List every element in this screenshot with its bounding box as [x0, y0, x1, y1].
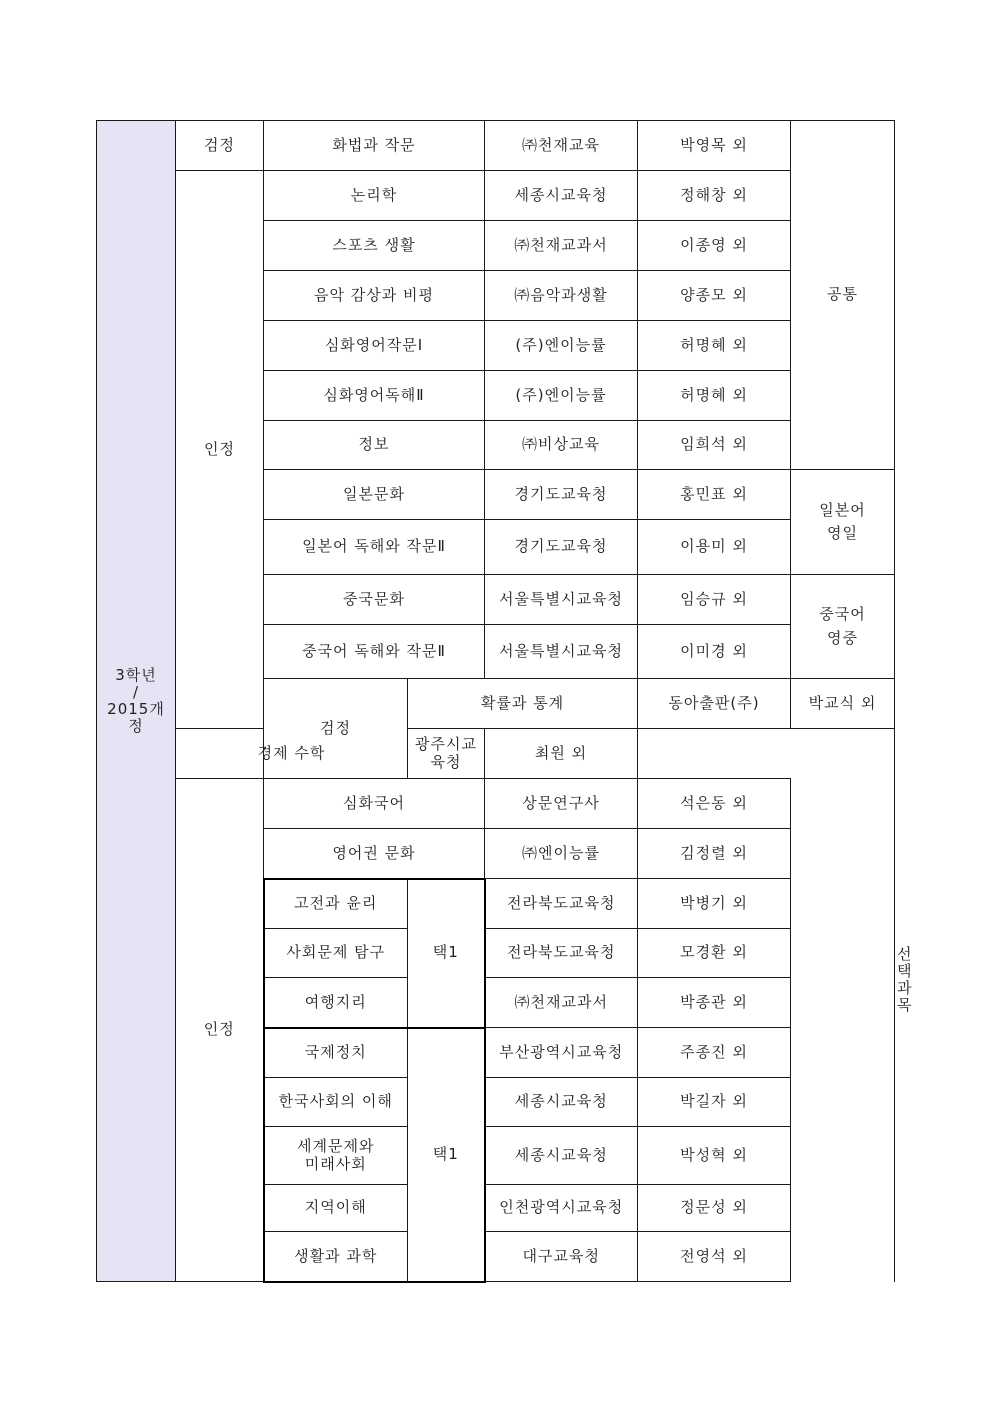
category-line: 일본어	[819, 500, 866, 519]
category-line: 영중	[827, 628, 858, 647]
publisher-cell: ㈜천재교과서	[485, 978, 638, 1028]
type-cell: 인정	[176, 779, 264, 1282]
author-cell: 김정렬 외	[638, 829, 791, 879]
author-cell: 홍민표 외	[638, 470, 791, 520]
grade-cell	[97, 121, 176, 1282]
publisher-cell: (주)엔이능률	[485, 371, 638, 421]
publisher-cell: 인천광역시교육청	[485, 1185, 638, 1232]
subject-cell: 스포츠 생활	[264, 221, 485, 271]
grade-line: 2015개	[107, 700, 165, 718]
subject-cell: 심화국어	[264, 779, 485, 829]
subject-cell	[264, 1127, 408, 1185]
author-cell: 이용미 외	[638, 520, 791, 575]
publisher-cell: ㈜음악과생활	[485, 271, 638, 321]
publisher-cell: 경기도교육청	[485, 470, 638, 520]
subject-cell: 중국어 독해와 작문Ⅱ	[264, 625, 485, 679]
subject-cell: 일본문화	[264, 470, 485, 520]
choice-label-cell: 택1	[408, 1028, 485, 1282]
subject-cell: 심화영어독해Ⅱ	[264, 371, 485, 421]
subject-cell: 일본어 독해와 작문Ⅱ	[264, 520, 485, 575]
author-cell: 정문성 외	[638, 1185, 791, 1232]
author-cell: 박종관 외	[638, 978, 791, 1028]
publisher-cell: 동아출판(주)	[638, 679, 791, 729]
author-cell: 허명혜 외	[638, 371, 791, 421]
publisher-cell: 부산광역시교육청	[485, 1028, 638, 1078]
publisher-cell: 세종시교육청	[485, 171, 638, 221]
table-row: 검정 확률과 통계 동아출판(주) 박교식 외 선택과목	[97, 679, 895, 729]
grade-line: /	[132, 682, 140, 701]
publisher-cell: (주)엔이능률	[485, 321, 638, 371]
author-cell: 허명혜 외	[638, 321, 791, 371]
author-cell: 최원 외	[485, 729, 638, 779]
author-cell: 석은동 외	[638, 779, 791, 829]
subject-cell: 고전과 윤리	[264, 879, 408, 929]
author-cell: 박성혁 외	[638, 1127, 791, 1185]
author-cell: 박교식 외	[791, 679, 895, 729]
author-cell: 모경환 외	[638, 929, 791, 978]
subject-cell: 심화영어작문Ⅰ	[264, 321, 485, 371]
subject-cell: 확률과 통계	[408, 679, 638, 729]
author-cell: 이종영 외	[638, 221, 791, 271]
publisher-cell: ㈜천재교과서	[485, 221, 638, 271]
subject-cell: 생활과 과학	[264, 1232, 408, 1282]
publisher-cell: 대구교육청	[485, 1232, 638, 1282]
author-cell: 정해창 외	[638, 171, 791, 221]
author-cell: 주종진 외	[638, 1028, 791, 1078]
table-row	[97, 729, 895, 779]
table-row	[97, 171, 895, 221]
subject-cell: 국제정치	[264, 1028, 408, 1078]
type-cell: 인정	[176, 171, 264, 729]
publisher-cell: 전라북도교육청	[485, 879, 638, 929]
subject-cell: 정보	[264, 421, 485, 470]
table-row	[97, 121, 895, 171]
publisher-cell: 광주시교육청	[408, 729, 485, 779]
subject-cell: 중국문화	[264, 575, 485, 625]
author-cell: 박병기 외	[638, 879, 791, 929]
textbook-table	[96, 120, 913, 1283]
subject-cell: 지역이해	[264, 1185, 408, 1232]
subject-cell: 화법과 작문	[264, 121, 485, 171]
publisher-cell: 서울특별시교육청	[485, 575, 638, 625]
subject-cell: 음악 감상과 비평	[264, 271, 485, 321]
publisher-cell: 세종시교육청	[485, 1078, 638, 1127]
grade-line: 정	[128, 717, 144, 736]
subject-cell: 사회문제 탐구	[264, 929, 408, 978]
publisher-cell: 서울특별시교육청	[485, 625, 638, 679]
subject-cell: 영어권 문화	[264, 829, 485, 879]
publisher-cell: ㈜비상교육	[485, 421, 638, 470]
publisher-cell: ㈜천재교육	[485, 121, 638, 171]
publisher-cell: ㈜엔이능률	[485, 829, 638, 879]
author-cell: 이미경 외	[638, 625, 791, 679]
table-row	[97, 779, 895, 829]
author-cell: 임승규 외	[638, 575, 791, 625]
category-line: 중국어	[819, 605, 866, 624]
author-cell: 전영석 외	[638, 1232, 791, 1282]
grade-line: 3학년	[115, 665, 157, 684]
subject-cell: 여행지리	[264, 978, 408, 1028]
subject-cell: 한국사회의 이해	[264, 1078, 408, 1127]
category-cell-chinese	[791, 575, 895, 679]
choice-label-cell: 택1	[408, 879, 485, 1028]
author-cell: 임희석 외	[638, 421, 791, 470]
category-line: 영일	[827, 524, 858, 542]
publisher-cell: 전라북도교육청	[485, 929, 638, 978]
subject-cell: 논리학	[264, 171, 485, 221]
category-cell-japanese	[791, 470, 895, 575]
subject-line: 미래사회	[304, 1154, 367, 1173]
author-cell: 박영목 외	[638, 121, 791, 171]
subject-cell: 경제 수학	[176, 729, 408, 779]
category-cell: 공통	[791, 121, 895, 470]
author-cell: 박길자 외	[638, 1078, 791, 1127]
type-cell: 검정	[176, 121, 264, 171]
publisher-cell: 세종시교육청	[485, 1127, 638, 1185]
publisher-cell: 상문연구사	[485, 779, 638, 829]
author-cell: 양종모 외	[638, 271, 791, 321]
subject-line: 세계문제와	[297, 1137, 375, 1156]
publisher-cell: 경기도교육청	[485, 520, 638, 575]
type-cell: 검정	[264, 679, 408, 779]
